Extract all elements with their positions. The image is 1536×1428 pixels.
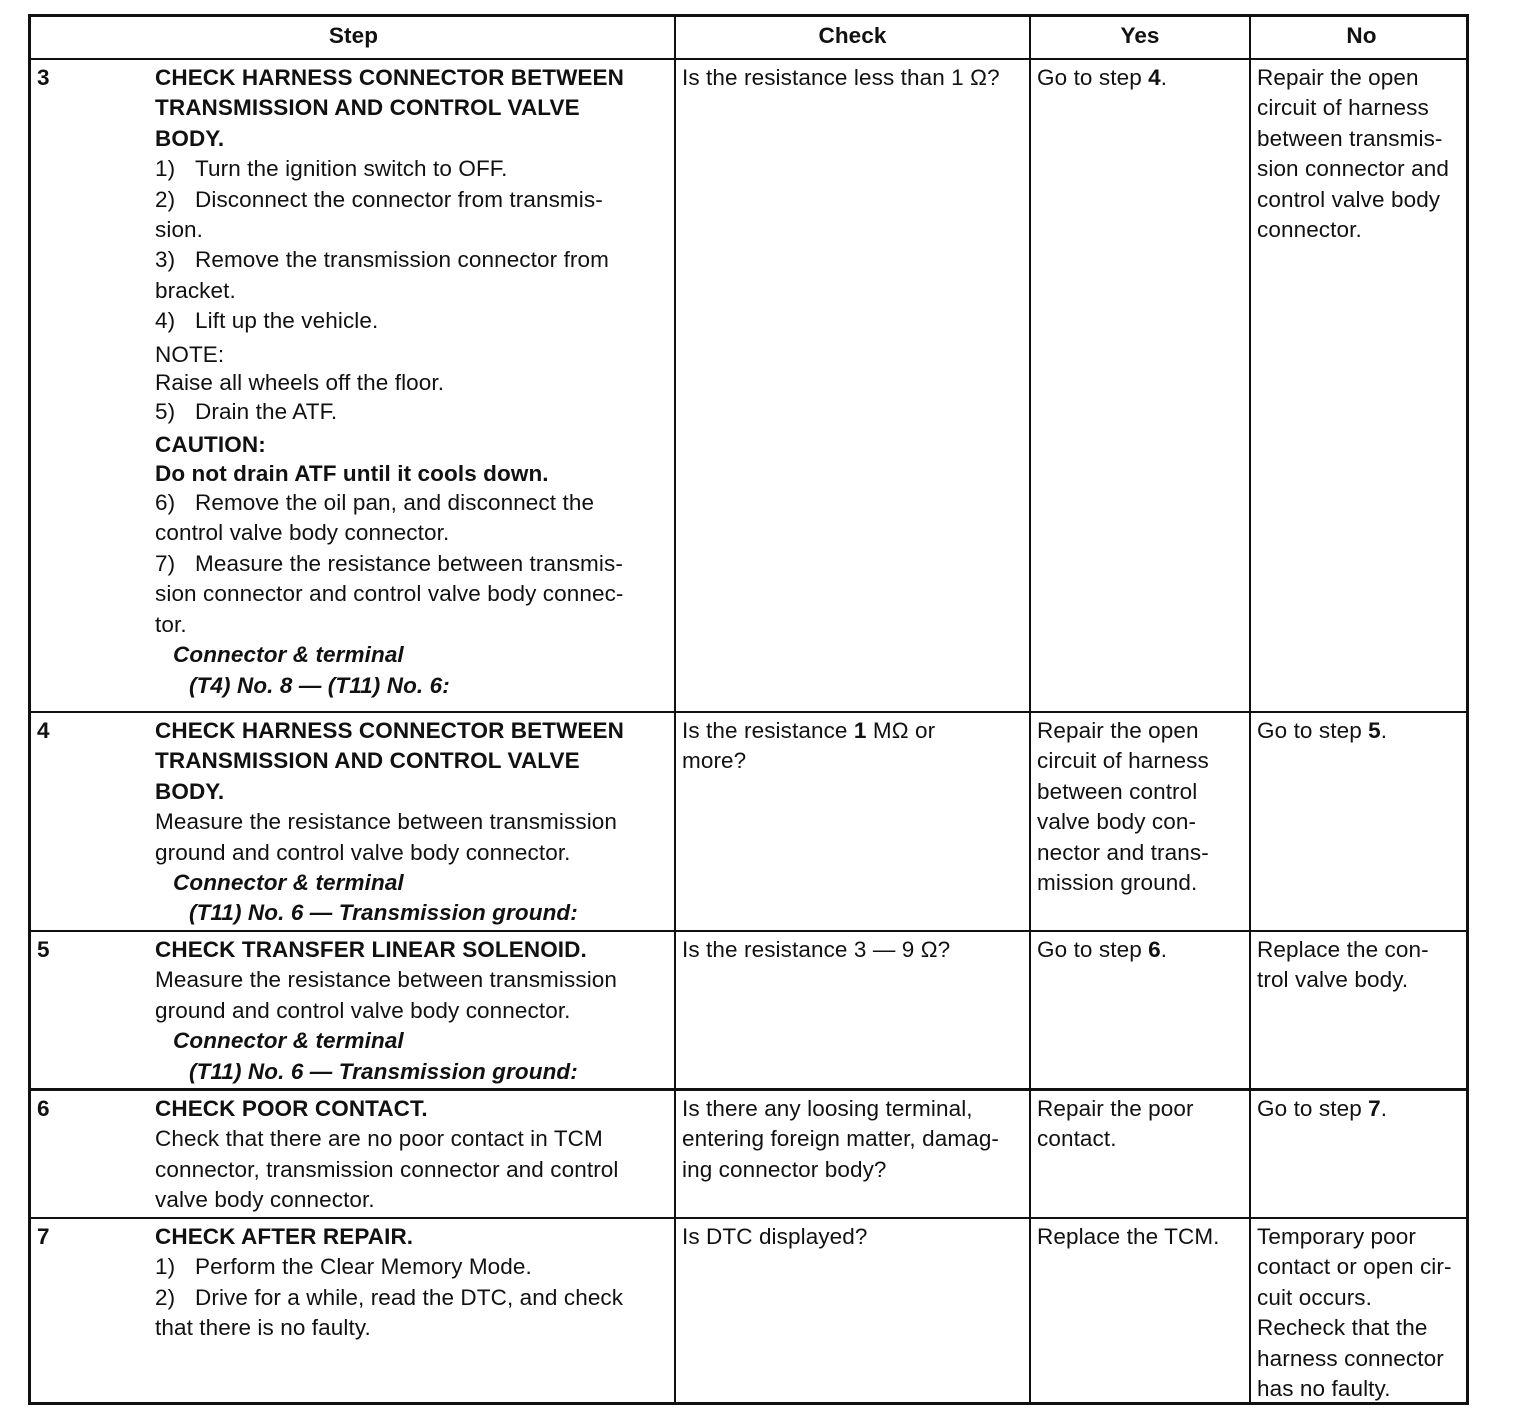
yes-text: valve body con-	[1037, 809, 1197, 835]
step-title: CHECK TRANSFER LINEAR SOLENOID.	[155, 937, 587, 962]
step-cell	[149, 1091, 676, 1217]
connector-value: (T11) No. 6 — Transmission ground:	[189, 1058, 578, 1084]
header-yes: Yes	[1031, 17, 1251, 58]
check-text: Is the resistance 1 MΩ or	[682, 718, 936, 743]
check-cell	[676, 932, 1031, 1088]
no-text: Recheck that the	[1257, 1315, 1428, 1341]
table-row	[31, 932, 1466, 1091]
no-text: has no faulty.	[1257, 1376, 1391, 1402]
no-text: cuit occurs.	[1257, 1284, 1372, 1310]
no-cell	[1251, 60, 1472, 711]
step-item: 4) Lift up the vehicle.	[155, 308, 379, 334]
no-text: trol valve body.	[1257, 967, 1409, 993]
step-title: CHECK HARNESS CONNECTOR BETWEEN	[155, 718, 624, 743]
step-cell	[149, 932, 676, 1088]
step-item: 1) Turn the ignition switch to OFF.	[155, 156, 508, 182]
note-label: NOTE:	[155, 341, 225, 367]
step-item-cont: sion connector and control valve body connec-	[155, 581, 624, 607]
step-item: 1) Perform the Clear Memory Mode.	[155, 1254, 532, 1280]
step-cell	[149, 60, 676, 711]
step-item: 7) Measure the resistance between transmis-	[155, 550, 623, 576]
step-item-cont: bracket.	[155, 277, 236, 303]
step-text: Measure the resistance between transmission	[155, 967, 618, 993]
check-text: Is DTC displayed?	[682, 1224, 868, 1249]
yes-text: Replace the TCM.	[1037, 1224, 1220, 1249]
no-text: between transmis-	[1257, 125, 1443, 151]
no-text: Go to step 5.	[1257, 718, 1388, 743]
yes-cell	[1031, 60, 1251, 711]
no-text: Go to step 7.	[1257, 1096, 1388, 1121]
step-number: 7	[37, 1224, 50, 1249]
step-text: connector, transmission connector and control	[155, 1156, 619, 1182]
check-text: more?	[682, 748, 747, 774]
no-cell	[1251, 932, 1472, 1088]
check-text: Is the resistance 3 — 9 Ω?	[682, 937, 951, 962]
connector-label: Connector & terminal	[173, 642, 404, 668]
no-text: sion connector and	[1257, 156, 1449, 182]
diagnostic-table	[28, 14, 1469, 1405]
step-item: 3) Remove the transmission connector from	[155, 247, 609, 273]
step-text: Measure the resistance between transmission	[155, 809, 618, 835]
check-cell	[676, 60, 1031, 711]
step-item: 5) Drain the ATF.	[155, 398, 338, 424]
step-item-cont: control valve body connector.	[155, 520, 450, 546]
no-cell	[1251, 713, 1472, 930]
no-text: contact or open cir-	[1257, 1254, 1452, 1280]
no-text: circuit of harness	[1257, 95, 1429, 121]
check-text: Is the resistance less than 1 Ω?	[682, 65, 1000, 90]
note-text: Raise all wheels off the floor.	[155, 369, 445, 395]
step-title: BODY.	[155, 778, 225, 804]
step-text: valve body connector.	[155, 1187, 375, 1213]
step-title: BODY.	[155, 125, 225, 151]
no-text: Repair the open	[1257, 65, 1419, 90]
check-cell	[676, 1091, 1031, 1217]
check-text: Is there any loosing terminal,	[682, 1096, 973, 1121]
step-item: 2) Drive for a while, read the DTC, and check	[155, 1284, 624, 1310]
yes-text: Repair the open	[1037, 718, 1199, 743]
yes-text: between control	[1037, 778, 1198, 804]
yes-text: contact.	[1037, 1126, 1117, 1152]
step-number: 5	[37, 937, 50, 962]
yes-text: Repair the poor	[1037, 1096, 1194, 1121]
check-cell	[676, 1219, 1031, 1402]
step-item-cont: sion.	[155, 217, 204, 243]
step-number: 6	[37, 1096, 50, 1121]
step-number: 4	[37, 718, 50, 743]
step-text: Check that there are no poor contact in TCM	[155, 1126, 603, 1152]
step-title: CHECK HARNESS CONNECTOR BETWEEN	[155, 65, 624, 90]
check-text: entering foreign matter, damag-	[682, 1126, 1000, 1152]
caution-label: CAUTION:	[155, 432, 266, 458]
caution-text: Do not drain ATF until it cools down.	[155, 461, 549, 487]
yes-text: nector and trans-	[1037, 839, 1209, 865]
table-header-row	[31, 17, 1466, 60]
table-row	[31, 1091, 1466, 1219]
step-title: TRANSMISSION AND CONTROL VALVE	[155, 748, 580, 774]
yes-cell	[1031, 932, 1251, 1088]
table-row	[31, 1219, 1466, 1402]
connector-value: (T4) No. 8 — (T11) No. 6:	[189, 672, 450, 698]
table-row	[31, 713, 1466, 932]
step-title: TRANSMISSION AND CONTROL VALVE	[155, 95, 580, 121]
no-text: harness connector	[1257, 1345, 1444, 1371]
step-item-cont: that there is no faulty.	[155, 1315, 371, 1341]
header-check: Check	[676, 17, 1031, 58]
no-text: connector.	[1257, 217, 1362, 243]
yes-text: mission ground.	[1037, 870, 1198, 896]
connector-value: (T11) No. 6 — Transmission ground:	[189, 900, 578, 926]
step-cell	[149, 713, 676, 930]
connector-label: Connector & terminal	[173, 870, 404, 896]
yes-cell	[1031, 1219, 1251, 1402]
step-text: ground and control valve body connector.	[155, 839, 571, 865]
connector-label: Connector & terminal	[173, 1028, 404, 1054]
header-no: No	[1346, 23, 1377, 48]
yes-cell	[1031, 1091, 1251, 1217]
yes-text: Go to step 6.	[1037, 937, 1168, 962]
step-text: ground and control valve body connector.	[155, 997, 571, 1023]
table-row	[31, 60, 1466, 713]
yes-text: circuit of harness	[1037, 748, 1209, 774]
no-text: Temporary poor	[1257, 1224, 1416, 1249]
no-cell	[1251, 1091, 1472, 1217]
no-cell	[1251, 1219, 1472, 1402]
check-cell	[676, 713, 1031, 930]
header-step: Step	[31, 17, 676, 58]
no-text: Replace the con-	[1257, 937, 1429, 962]
step-item-cont: tor.	[155, 611, 187, 637]
no-text: control valve body	[1257, 186, 1441, 212]
step-cell	[149, 1219, 676, 1402]
step-title: CHECK AFTER REPAIR.	[155, 1224, 414, 1249]
step-item: 2) Disconnect the connector from transmis-	[155, 186, 603, 212]
check-text: ing connector body?	[682, 1156, 887, 1182]
step-number: 3	[37, 65, 50, 90]
step-item: 6) Remove the oil pan, and disconnect the	[155, 490, 595, 516]
yes-text: Go to step 4.	[1037, 65, 1168, 90]
yes-cell	[1031, 713, 1251, 930]
step-title: CHECK POOR CONTACT.	[155, 1096, 428, 1121]
